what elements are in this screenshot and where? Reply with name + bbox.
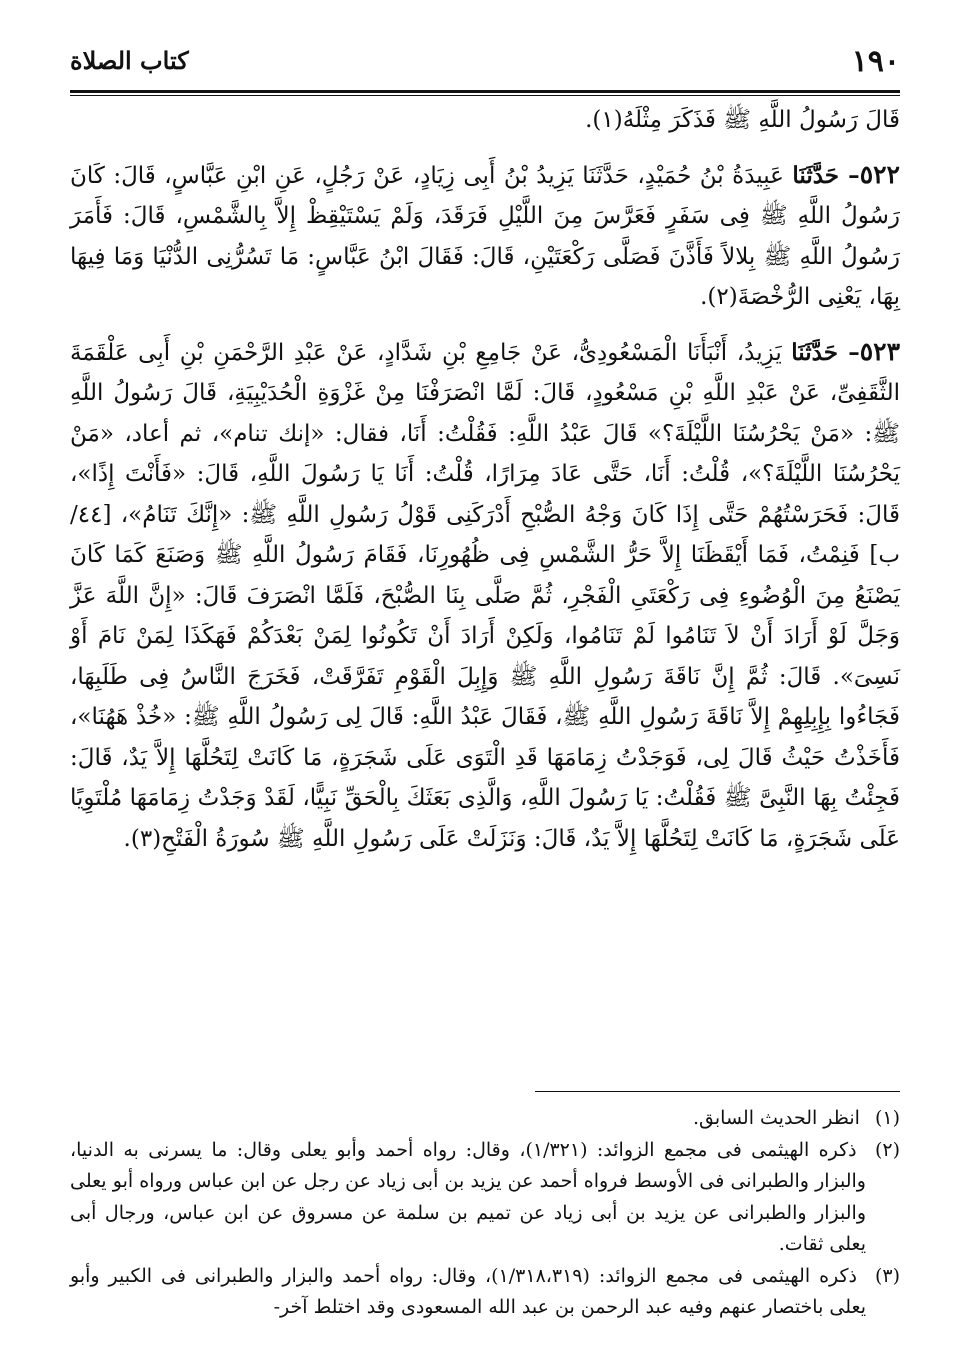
page-number: ١٩٠ [851, 44, 900, 79]
header-rule [70, 90, 900, 96]
hadith-lead: – حَدَّثَنَا [792, 161, 860, 189]
footnote-1 [70, 1103, 900, 1135]
footnote-3 [70, 1261, 900, 1324]
footnote-rule [535, 1091, 900, 1092]
footnote-text: ذكره الهيثمى فى مجمع الزوائد: (١/٣١٨،٣١٩)، وقال: رواه أحمد والبزار والطبرانى فى الكبير وأبو يعلى باختصار عنهم وفيه عبد الرحمن بن عبد الله المسعودى وقد اختلط آخر- [70, 1264, 866, 1318]
book-title: كتاب الصلاة [70, 46, 189, 75]
footnote-label: (١) [874, 1107, 900, 1129]
book-page [70, 38, 900, 1338]
hadith-text: يَزِيدُ، أَنْبَأَنَا الْمَسْعُودِىُّ، عَنْ جَامِعِ بْنِ شَدَّادٍ، عَنْ عَبْدِ الرَّحْمَنِ بْنِ أَبِى عَلْقَمَةَ الثَّقَفِىِّ، عَنْ عَبْدِ اللَّهِ بْنِ مَسْعُودٍ، قَالَ: لَمَّا انْصَرَفْنَا مِنْ غَزْوَةِ الْحُدَيْبِيَةِ، قَالَ رَسُولُ اللَّهِ ﷺ: «مَنْ يَحْرُسُنَا اللَّيْلَةَ؟» قَالَ عَبْدُ اللَّهِ: فَقُلْتُ: أَنَا، فقال: «إنك تنام»، ثم أعاد، «مَنْ يَحْرُسُنَا اللَّيْلَةَ؟»، قُلْتُ: أَنَا، حَتَّى عَادَ مِرَارًا، قُلْتُ: أَنَا يَا رَسُولَ اللَّهِ، قَالَ: «فَأَنْتَ إِذًا»، قَالَ: فَحَرَسْتُهُمْ حَتَّى إِذَا كَانَ وَجْهُ الصُّبْحِ أَدْرَكَنِى قَوْلُ رَسُولِ اللَّهِ ﷺ: «إِنَّكَ تَنَامُ»، [٤٤/ب] فَنِمْتُ، فَمَا أَيْقَظَنَا إِلاَّ حَرُّ الشَّمْسِ فِى ظُهُورِنَا، فَقَامَ رَسُولُ اللَّهِ ﷺ وَصَنَعَ كَمَا كَانَ يَصْنَعُ مِنَ الْوُضُوءِ فِى رَكْعَتَىِ الْفَجْرِ، ثُمَّ صَلَّى بِنَا الصُّبْحَ، فَلَمَّا انْصَرَفَ قَالَ: «إِنَّ اللَّهَ عَزَّ وَجَلَّ لَوْ أَرَادَ أَنْ لاَ تَنَامُوا لَمْ تَنَامُوا، وَلَكِنْ أَرَادَ أَنْ تَكُونُوا لِمَنْ بَعْدَكُمْ فَهَكَذَا لِمَنْ نَامَ أَوْ نَسِىَ». قَالَ: ثُمَّ إِنَّ نَاقَةَ رَسُولِ اللَّهِ ﷺ وَإِبِلَ الْقَوْمِ تَفَرَّقَتْ، فَخَرَجَ النَّاسُ فِى طَلَبِهَا، فَجَاءُوا بِإِبِلِهِمْ إِلاَّ نَاقَةَ رَسُولِ اللَّهِ ﷺ، فَقَالَ عَبْدُ اللَّهِ: قَالَ لِى رَسُولُ اللَّهِ ﷺ: «خُذْ هَهُنَا»، فَأَخَذْتُ حَيْثُ قَالَ لِى، فَوَجَدْتُ زِمَامَهَا قَدِ الْتَوَى عَلَى شَجَرَةٍ، مَا كَانَتْ لِتَحُلَّهَا إِلاَّ يَدٌ، قَالَ: فَجِئْتُ بِهَا النَّبِىَّ ﷺ فَقُلْتُ: يَا رَسُولَ اللَّهِ، وَالَّذِى بَعَثَكَ بِالْحَقِّ نَبِيًّا، لَقَدْ وَجَدْتُ زِمَامَهَا مُلْتَوِيًا عَلَى شَجَرَةٍ، مَا كَانَتْ لِتَحُلَّهَا إِلاَّ يَدٌ، قَالَ: وَنَزَلَتْ عَلَى رَسُولِ اللَّهِ ﷺ سُورَةُ الْفَتْحِ(٣). [70, 339, 900, 852]
hadith-lead: – حَدَّثَنَا [791, 338, 860, 366]
hadith-text: عَبِيدَةُ بْنُ حُمَيْدٍ، حَدَّثَنَا يَزِيدُ بْنُ أَبِى زِيَادٍ، عَنْ رَجُلٍ، عَنِ ابْنِ عَبَّاسٍ، قَالَ: كَانَ رَسُولُ اللَّهِ ﷺ فِى سَفَرٍ فَعَرَّسَ مِنَ اللَّيْلِ فَرَقَدَ، وَلَمْ يَسْتَيْقِظْ إِلاَّ بِالشَّمْسِ، قَالَ: فَأَمَرَ رَسُولُ اللَّهِ ﷺ بِلالاً فَأَذَّنَ فَصَلَّى رَكْعَتَيْنِ، قَالَ: فَقَالَ ابْنُ عَبَّاسٍ: مَا تَسُرُّنِى الدُّنْيَا وَمَا فِيهَا بِهَا، يَعْنِى الرُّخْصَةَ(٢). [70, 162, 900, 310]
footnotes [70, 1103, 900, 1324]
hadith-number: ٥٢٢ [859, 159, 900, 189]
hadith-523 [70, 332, 900, 860]
page-header [70, 38, 900, 90]
footnote-text: ذكره الهيثمى فى مجمع الزوائد: (١/٣٢١)، وقال: رواه أحمد وأبو يعلى وقال: ما يسرنى به الدنيا، والبزار والطبرانى فى الأوسط فرواه أحمد عن يزيد بن أبى زياد عن رجل عن ابن عباس ورواه أبو يعلى والبزار والطبرانى عن يزيد بن أبى زياد عن تميم بن سلمة عن مسروق عن ابن عباس، ورجال أبى يعلى ثقات. [70, 1138, 866, 1255]
hadith-522 [70, 155, 900, 318]
main-text [70, 100, 900, 859]
hadith-number: ٥٢٣ [859, 336, 901, 366]
footnote-label: (٣) [874, 1264, 901, 1287]
footnote-text: انظر الحديث السابق. [693, 1107, 860, 1129]
footnote-label: (٢) [874, 1138, 900, 1161]
intro-paragraph: قَالَ رَسُولُ اللَّهِ ﷺ فَذَكَرَ مِثْلَهُ(١). [585, 107, 900, 133]
footnote-2 [70, 1135, 900, 1261]
